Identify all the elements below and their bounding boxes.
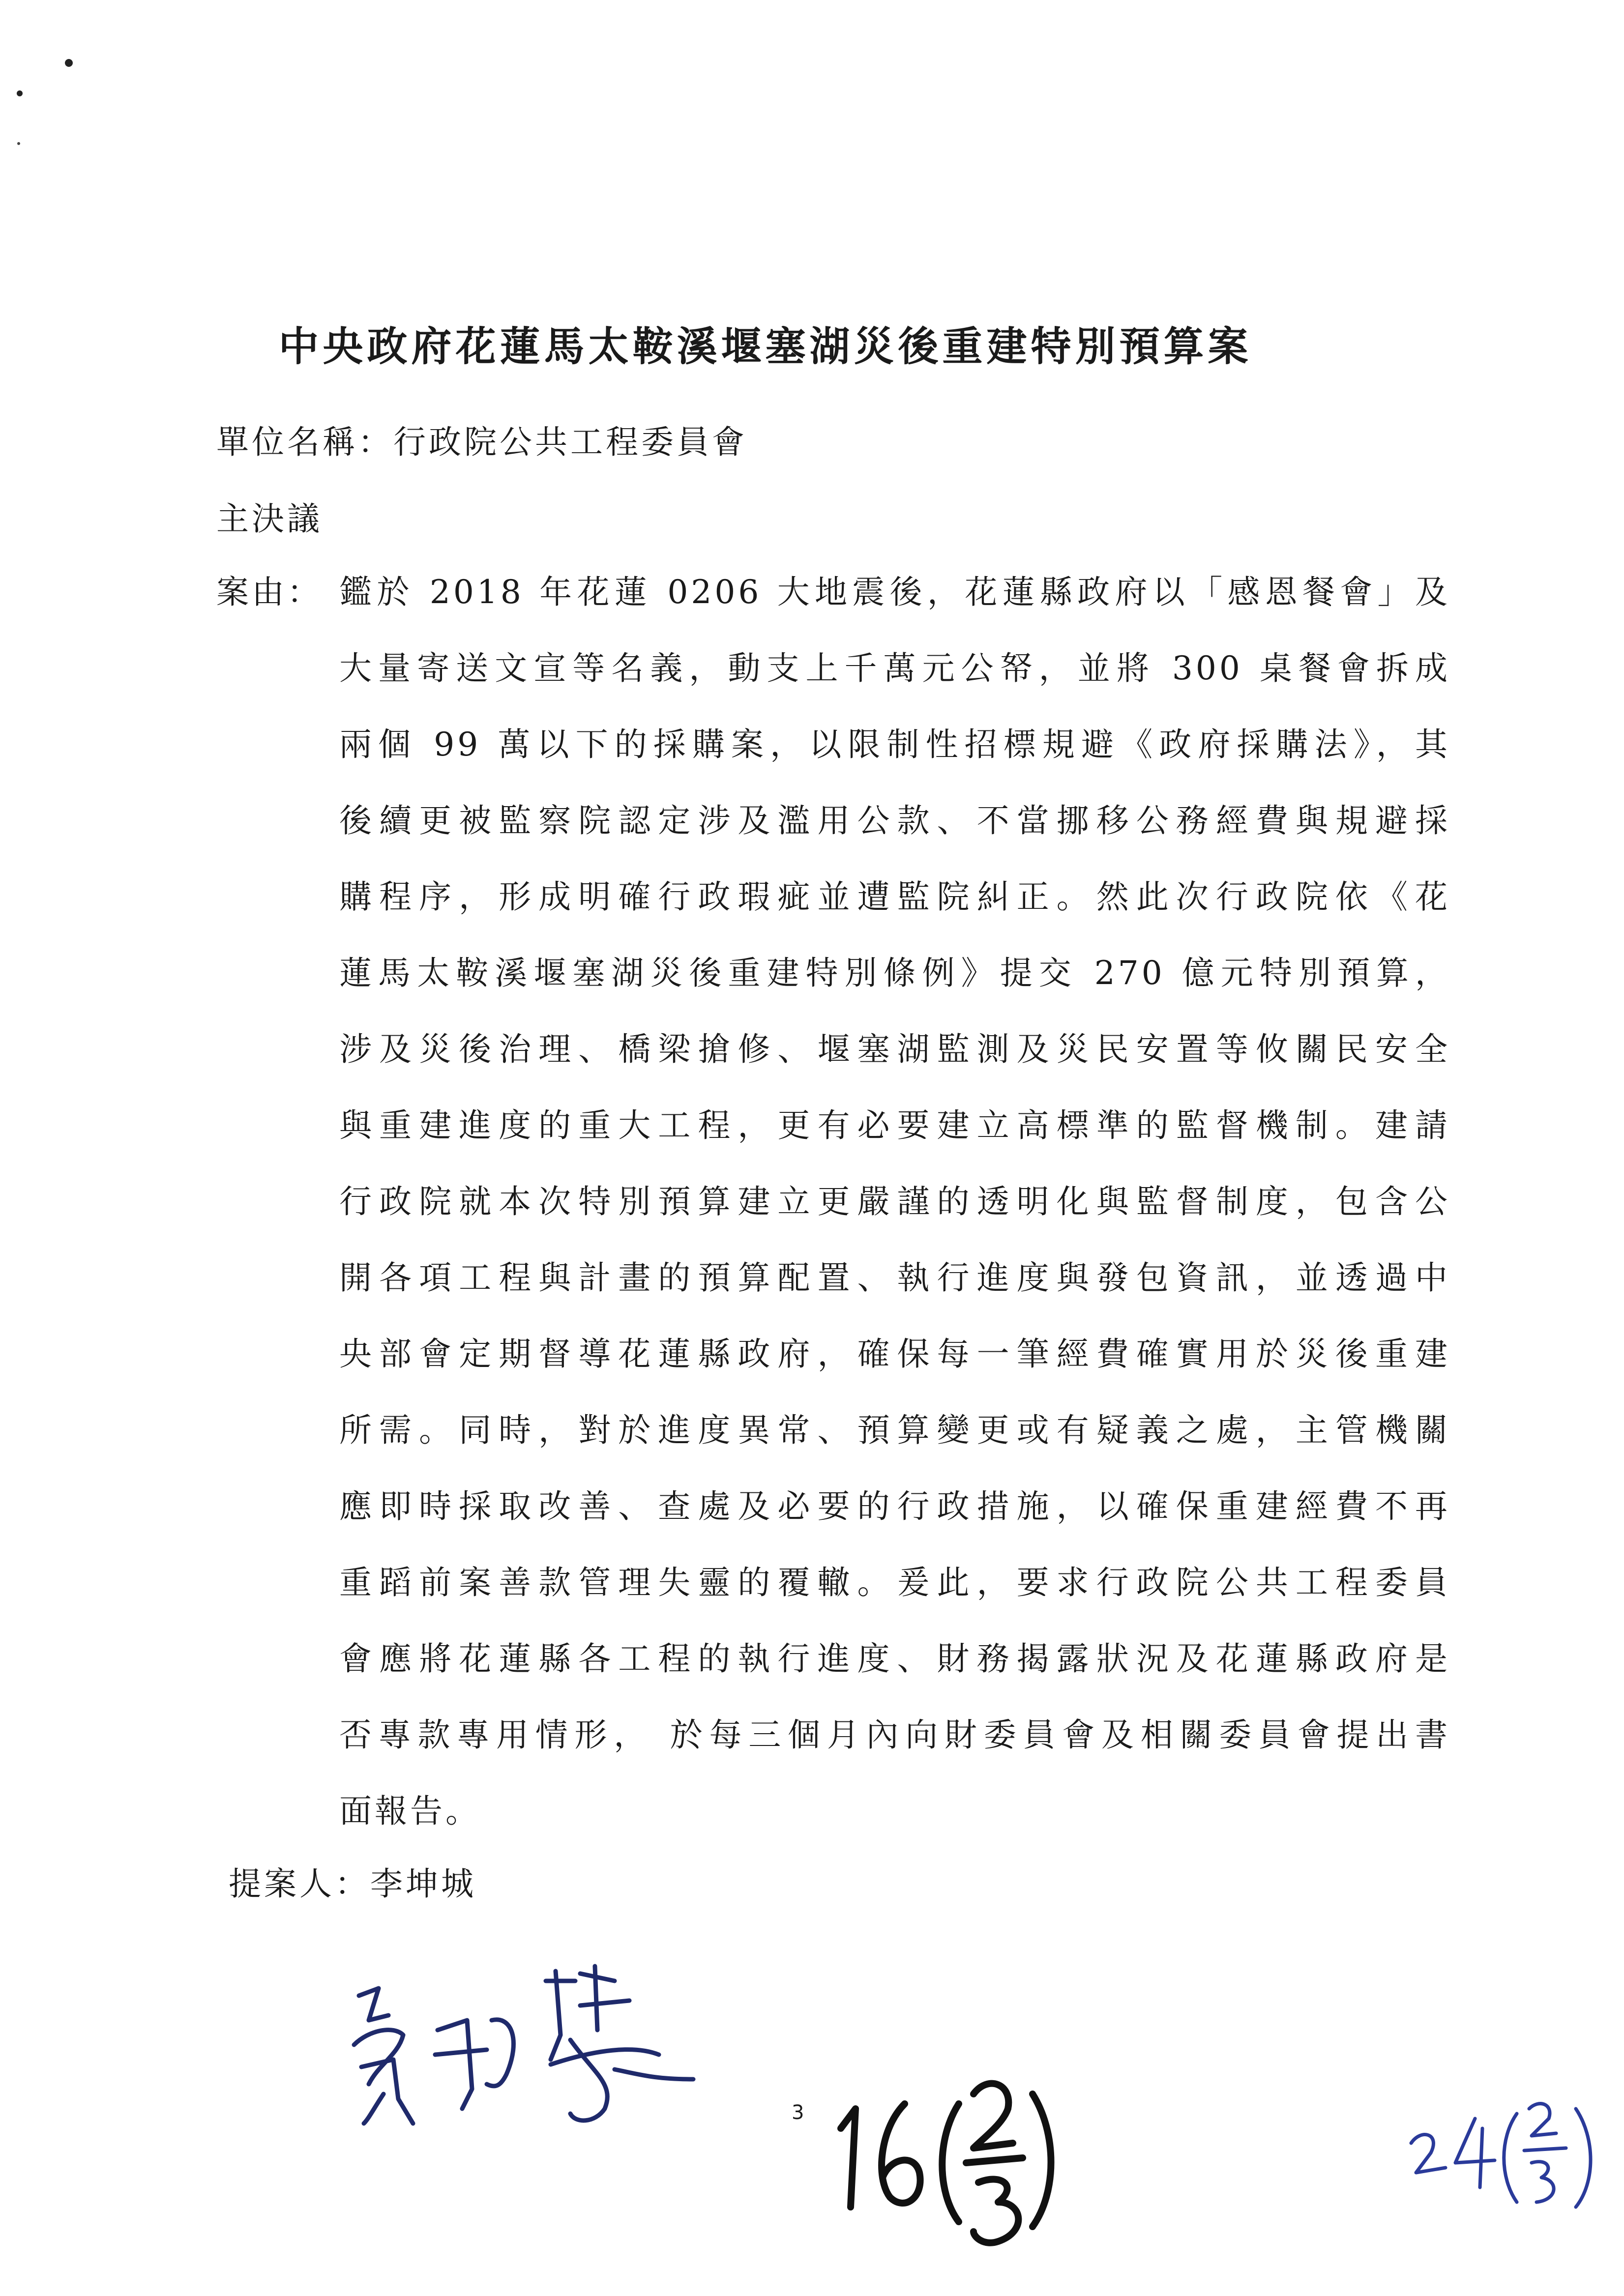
reason-body: [339, 573, 1450, 1871]
scan-speck: [17, 90, 23, 96]
scan-specks: [0, 0, 98, 197]
unit-name: 行政院公共工程委員會: [393, 423, 747, 461]
reason-line: 所需。同時，對於進度異常、預算變更或有疑義之處，主管機關: [339, 1411, 1450, 1449]
unit-label: 單位名稱：: [216, 423, 393, 461]
proposer-name: 李坤城: [370, 1865, 476, 1903]
proposer-line: [229, 1865, 476, 1903]
scan-speck: [17, 142, 20, 145]
reason-line: 兩個 99 萬以下的採購案，以限制性招標規避《政府採購法》，其: [339, 726, 1450, 763]
reason-line: 後續更被監察院認定涉及濫用公款、不當挪移公務經費與規避採: [339, 802, 1450, 840]
scan-speck: [65, 59, 73, 67]
handwritten-signature: [339, 1961, 713, 2138]
reason-line: 涉及災後治理、橋梁搶修、堰塞湖監測及災民安置等攸關民安全: [339, 1030, 1450, 1068]
reason-line: 與重建進度的重大工程，更有必要建立高標準的監督機制。建請: [339, 1106, 1450, 1144]
handwritten-page-tally: [826, 2064, 1072, 2261]
reason-line: 行政院就本次特別預算建立更嚴謹的透明化與監督制度，包含公: [339, 1183, 1450, 1221]
reason-line: 蓮馬太鞍溪堰塞湖災後重建特別條例》提交 270 億元特別預算，: [339, 954, 1450, 992]
document-title: 中央政府花蓮馬太鞍溪堰塞湖災後重建特別預算案: [278, 323, 1252, 370]
reason-line: 開各項工程與計畫的預算配置、執行進度與發包資訊，並透過中: [339, 1259, 1450, 1297]
reason-line: 否專款專用情形， 於每三個月內向財委員會及相關委員會提出書: [339, 1716, 1450, 1754]
reason-line: 鑑於 2018 年花蓮 0206 大地震後，花蓮縣政府以「感恩餐會」及: [339, 573, 1450, 611]
reason-line: 大量寄送文宣等名義，動支上千萬元公帑，並將 300 桌餐會拆成: [339, 649, 1450, 687]
reason-line: 重蹈前案善款管理失靈的覆轍。爰此，要求行政院公共工程委員: [339, 1564, 1450, 1601]
unit-line: [216, 423, 747, 461]
reason-line: 會應將花蓮縣各工程的執行進度、財務揭露狀況及花蓮縣政府是: [339, 1640, 1450, 1678]
reason-line: 購程序，形成明確行政瑕疵並遭監院糾正。然此次行政院依《花: [339, 878, 1450, 916]
reason-line: 面報告。: [339, 1792, 481, 1830]
page-number: 3: [792, 2101, 804, 2124]
resolution-type: 主決議: [216, 500, 323, 538]
reason-line: 應即時採取改善、查處及必要的行政措施，以確保重建經費不再: [339, 1487, 1450, 1525]
handwritten-tally-blue: [1401, 2089, 1608, 2217]
reason-line: 央部會定期督導花蓮縣政府，確保每一筆經費確實用於災後重建: [339, 1335, 1450, 1373]
proposer-label: 提案人：: [229, 1865, 370, 1903]
reason-label: 案由：: [216, 573, 323, 611]
